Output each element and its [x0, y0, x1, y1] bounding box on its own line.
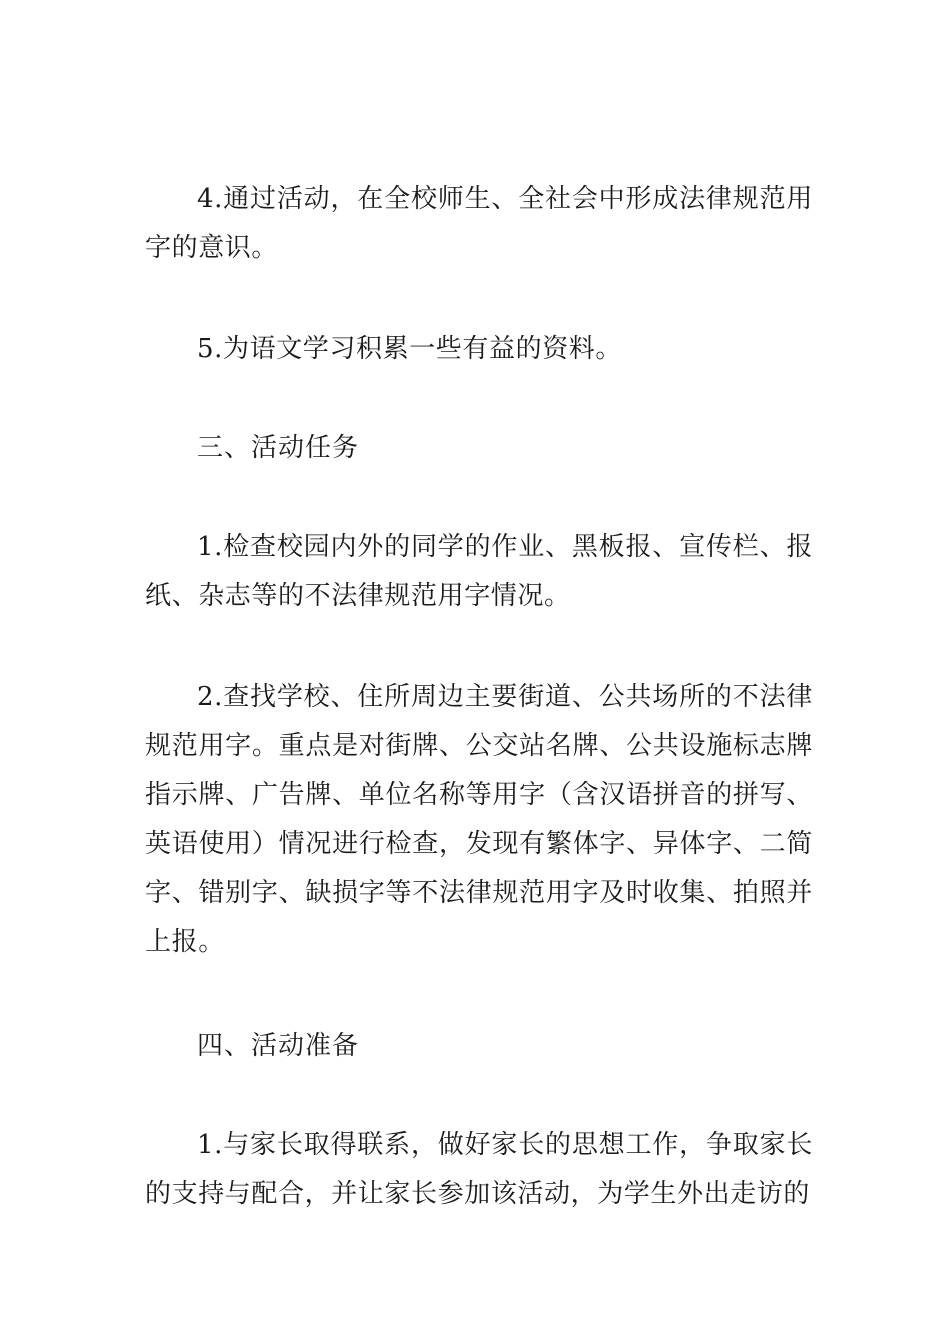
- paragraph-goal-5: 5.为语文学习积累一些有益的资料。: [197, 334, 623, 364]
- paragraph-goal-4: 4.通过活动，在全校师生、全社会中形成法律规范用字的意识。: [145, 184, 813, 263]
- paragraph-task-2: 2.查找学校、住所周边主要街道、公共场所的不法律规范用字。重点是对街牌、公交站名牌、公共设施标志牌指示牌、广告牌、单位名称等用字（含汉语拼音的拼写、英语使用）情况进行检查，发现有繁体字、异体字、二简字、错别字、缺损字等不法律规范用字及时收集、拍照并上报。: [145, 682, 813, 957]
- section-heading-tasks: 三、活动任务: [197, 433, 360, 463]
- paragraph-preparation-1: 1.与家长取得联系，做好家长的思想工作，争取家长的支持与配合，并让家长参加该活动，为学生外出走访的: [145, 1130, 813, 1209]
- section-heading-preparation: 四、活动准备: [197, 1031, 360, 1061]
- paragraph-task-1: 1.检查校园内外的同学的作业、黑板报、宣传栏、报纸、杂志等的不法律规范用字情况。: [145, 532, 813, 611]
